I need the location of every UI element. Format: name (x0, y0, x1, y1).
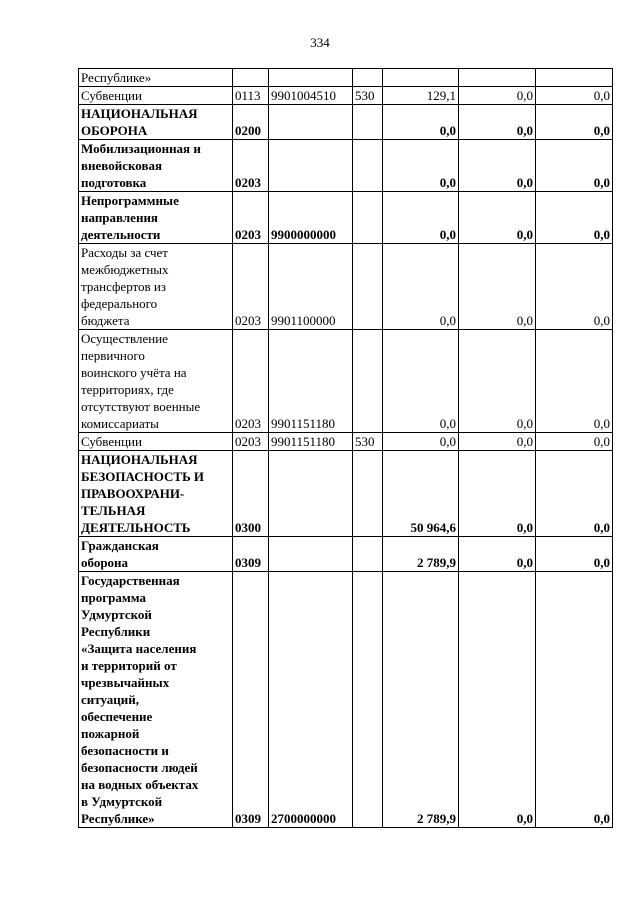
row-name-cell: НАЦИОНАЛЬНАЯ БЕЗОПАСНОСТЬ И ПРАВООХРАНИ- ТЕЛЬНАЯ ДЕЯТЕЛЬНОСТЬ (79, 451, 233, 537)
section-code-cell (233, 69, 269, 87)
amount-cell-1: 0,0 (383, 105, 459, 140)
amount-cell-3: 0,0 (536, 572, 613, 828)
expense-type-cell (353, 105, 383, 140)
amount-cell-3: 0,0 (536, 192, 613, 244)
target-article-cell (269, 140, 353, 192)
amount-cell-2: 0,0 (459, 192, 536, 244)
amount-cell-3: 0,0 (536, 330, 613, 433)
expense-type-cell (353, 192, 383, 244)
amount-cell-1: 129,1 (383, 87, 459, 105)
target-article-cell: 9901100000 (269, 244, 353, 330)
expense-type-cell (353, 140, 383, 192)
target-article-cell (269, 105, 353, 140)
row-name-cell: Расходы за счет межбюджетных трансфертов из федерального бюджета (79, 244, 233, 330)
expense-type-cell (353, 572, 383, 828)
amount-cell-3: 0,0 (536, 140, 613, 192)
amount-cell-2: 0,0 (459, 105, 536, 140)
amount-cell-2: 0,0 (459, 140, 536, 192)
amount-cell-2: 0,0 (459, 244, 536, 330)
amount-cell-2: 0,0 (459, 433, 536, 451)
amount-cell-3: 0,0 (536, 105, 613, 140)
target-article-cell: 2700000000 (269, 572, 353, 828)
expense-type-cell (353, 537, 383, 572)
section-code-cell: 0113 (233, 87, 269, 105)
amount-cell-2: 0,0 (459, 87, 536, 105)
expense-type-cell (353, 330, 383, 433)
section-code-cell: 0309 (233, 572, 269, 828)
row-name-cell: Государственная программа Удмуртской Республики «Защита населения и территорий от чрезвычайных ситуаций, обеспечение пожарной безопасности и безопасности людей на водных объектах в Удмуртской Республике» (79, 572, 233, 828)
expense-type-cell (353, 451, 383, 537)
table-row (79, 451, 613, 537)
target-article-cell: 9901151180 (269, 330, 353, 433)
target-article-cell (269, 537, 353, 572)
amount-cell-3: 0,0 (536, 451, 613, 537)
table-row (79, 69, 613, 87)
section-code-cell: 0203 (233, 192, 269, 244)
section-code-cell: 0300 (233, 451, 269, 537)
amount-cell-1: 0,0 (383, 433, 459, 451)
row-name-cell: Гражданская оборона (79, 537, 233, 572)
table-row (79, 572, 613, 828)
amount-cell-1: 50 964,6 (383, 451, 459, 537)
amount-cell-1 (383, 69, 459, 87)
amount-cell-3: 0,0 (536, 433, 613, 451)
expense-type-cell (353, 244, 383, 330)
budget-table (78, 68, 613, 828)
target-article-cell (269, 451, 353, 537)
row-name-cell: Мобилизационная и вневойсковая подготовка (79, 140, 233, 192)
target-article-cell: 9901151180 (269, 433, 353, 451)
amount-cell-3: 0,0 (536, 537, 613, 572)
amount-cell-3: 0,0 (536, 87, 613, 105)
expense-type-cell (353, 69, 383, 87)
table-row (79, 330, 613, 433)
expense-type-cell: 530 (353, 87, 383, 105)
table-row (79, 433, 613, 451)
amount-cell-3 (536, 69, 613, 87)
expense-type-cell: 530 (353, 433, 383, 451)
row-name-cell: Непрограммные направления деятельности (79, 192, 233, 244)
section-code-cell: 0203 (233, 433, 269, 451)
table-body (79, 69, 613, 828)
row-name-cell: Субвенции (79, 87, 233, 105)
table-row (79, 192, 613, 244)
table-row (79, 105, 613, 140)
target-article-cell (269, 69, 353, 87)
amount-cell-2: 0,0 (459, 537, 536, 572)
section-code-cell: 0309 (233, 537, 269, 572)
page-number: 334 (310, 35, 330, 50)
section-code-cell: 0203 (233, 330, 269, 433)
amount-cell-1: 0,0 (383, 244, 459, 330)
amount-cell-1: 0,0 (383, 330, 459, 433)
row-name-cell: НАЦИОНАЛЬНАЯ ОБОРОНА (79, 105, 233, 140)
amount-cell-1: 2 789,9 (383, 537, 459, 572)
section-code-cell: 0203 (233, 140, 269, 192)
amount-cell-3: 0,0 (536, 244, 613, 330)
table-row (79, 537, 613, 572)
row-name-cell: Осуществление первичного воинского учёта на территориях, где отсутствуют военные комиссариаты (79, 330, 233, 433)
amount-cell-1: 0,0 (383, 140, 459, 192)
row-name-cell: Субвенции (79, 433, 233, 451)
table-row (79, 87, 613, 105)
table-row (79, 140, 613, 192)
section-code-cell: 0203 (233, 244, 269, 330)
amount-cell-2: 0,0 (459, 451, 536, 537)
amount-cell-2: 0,0 (459, 330, 536, 433)
row-name-cell: Республике» (79, 69, 233, 87)
amount-cell-1: 0,0 (383, 192, 459, 244)
amount-cell-2: 0,0 (459, 572, 536, 828)
target-article-cell: 9901004510 (269, 87, 353, 105)
target-article-cell: 9900000000 (269, 192, 353, 244)
amount-cell-1: 2 789,9 (383, 572, 459, 828)
amount-cell-2 (459, 69, 536, 87)
section-code-cell: 0200 (233, 105, 269, 140)
table-row (79, 244, 613, 330)
